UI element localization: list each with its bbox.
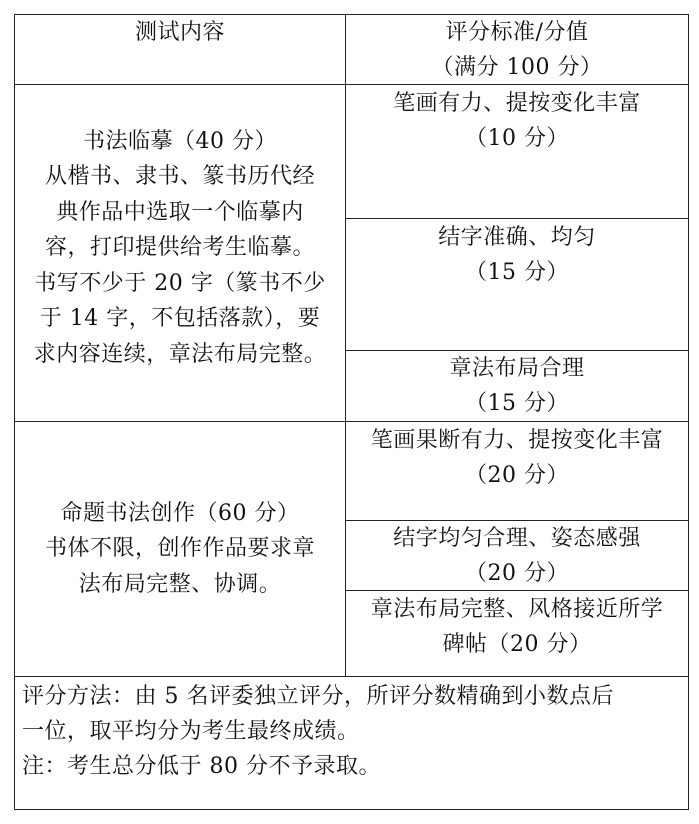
- section2-criterion-1: [346, 422, 688, 494]
- criterion-title: 结字准确、均匀: [438, 225, 596, 250]
- criterion-title: 结字均匀合理、姿态感强: [393, 525, 641, 551]
- admission-note: 注：考生总分低于 80 分不予录取。: [22, 754, 381, 779]
- section1-criterion-3: [346, 351, 688, 421]
- criterion-score: （15 分）: [465, 260, 569, 285]
- header-col2-line2: （满分 100 分）: [431, 54, 603, 80]
- section1-line: 容，打印提供给考生临摹。: [44, 235, 315, 261]
- criterion-score: （20 分）: [465, 463, 569, 488]
- notes-divider: [14, 676, 689, 677]
- section2-line: 法布局完整、协调。: [78, 571, 282, 597]
- table-border-right: [688, 14, 689, 810]
- section1-line: 从楷书、隶书、篆书历代经: [44, 164, 315, 190]
- section1-line: 求内容连续，章法布局完整。: [33, 341, 327, 367]
- scoring-notes: [22, 679, 614, 784]
- section1-description: [15, 85, 345, 411]
- criterion-title: 笔画有力、提按变化丰富: [393, 91, 641, 116]
- criterion-title: 章法布局合理: [449, 356, 585, 381]
- section1-line: 于 14 字，不包括落款），要: [39, 306, 321, 332]
- header-col1-text: 测试内容: [134, 20, 225, 45]
- section1-line: 书法临摹（40 分）: [83, 128, 277, 154]
- section1-criterion-1: [346, 85, 688, 157]
- section2-line: 命题书法创作（60 分）: [60, 500, 300, 526]
- section2-criterion-3: [346, 591, 688, 663]
- header-col2-line1: 评分标准/分值: [445, 19, 589, 45]
- criterion-score: （10 分）: [465, 126, 569, 151]
- criterion-title: 章法布局完整、风格接近所学: [370, 597, 664, 622]
- criterion-score: 碑帖（20 分）: [442, 632, 592, 657]
- table-border-bottom: [14, 809, 689, 810]
- section1-criterion-2: [346, 219, 688, 291]
- criterion-title: 笔画果断有力、提按变化丰富: [370, 428, 664, 453]
- scoring-method-line2: 一位，取平均分为考生最终成绩。: [22, 719, 360, 744]
- section2-criterion-2: [346, 521, 688, 590]
- header-scoring-standard: [346, 15, 688, 84]
- section1-line: 典作品中选取一个临摹内: [56, 199, 304, 225]
- section2-line: 书体不限，创作作品要求章: [44, 536, 315, 562]
- section2-description: [15, 422, 345, 676]
- header-test-content: [15, 15, 345, 50]
- criterion-score: （20 分）: [465, 560, 569, 586]
- criterion-score: （15 分）: [465, 391, 569, 416]
- section1-line: 书写不少于 20 字（篆书不少: [34, 270, 326, 296]
- scoring-method-line1: 评分方法：由 5 名评委独立评分，所评分数精确到小数点后: [22, 684, 614, 709]
